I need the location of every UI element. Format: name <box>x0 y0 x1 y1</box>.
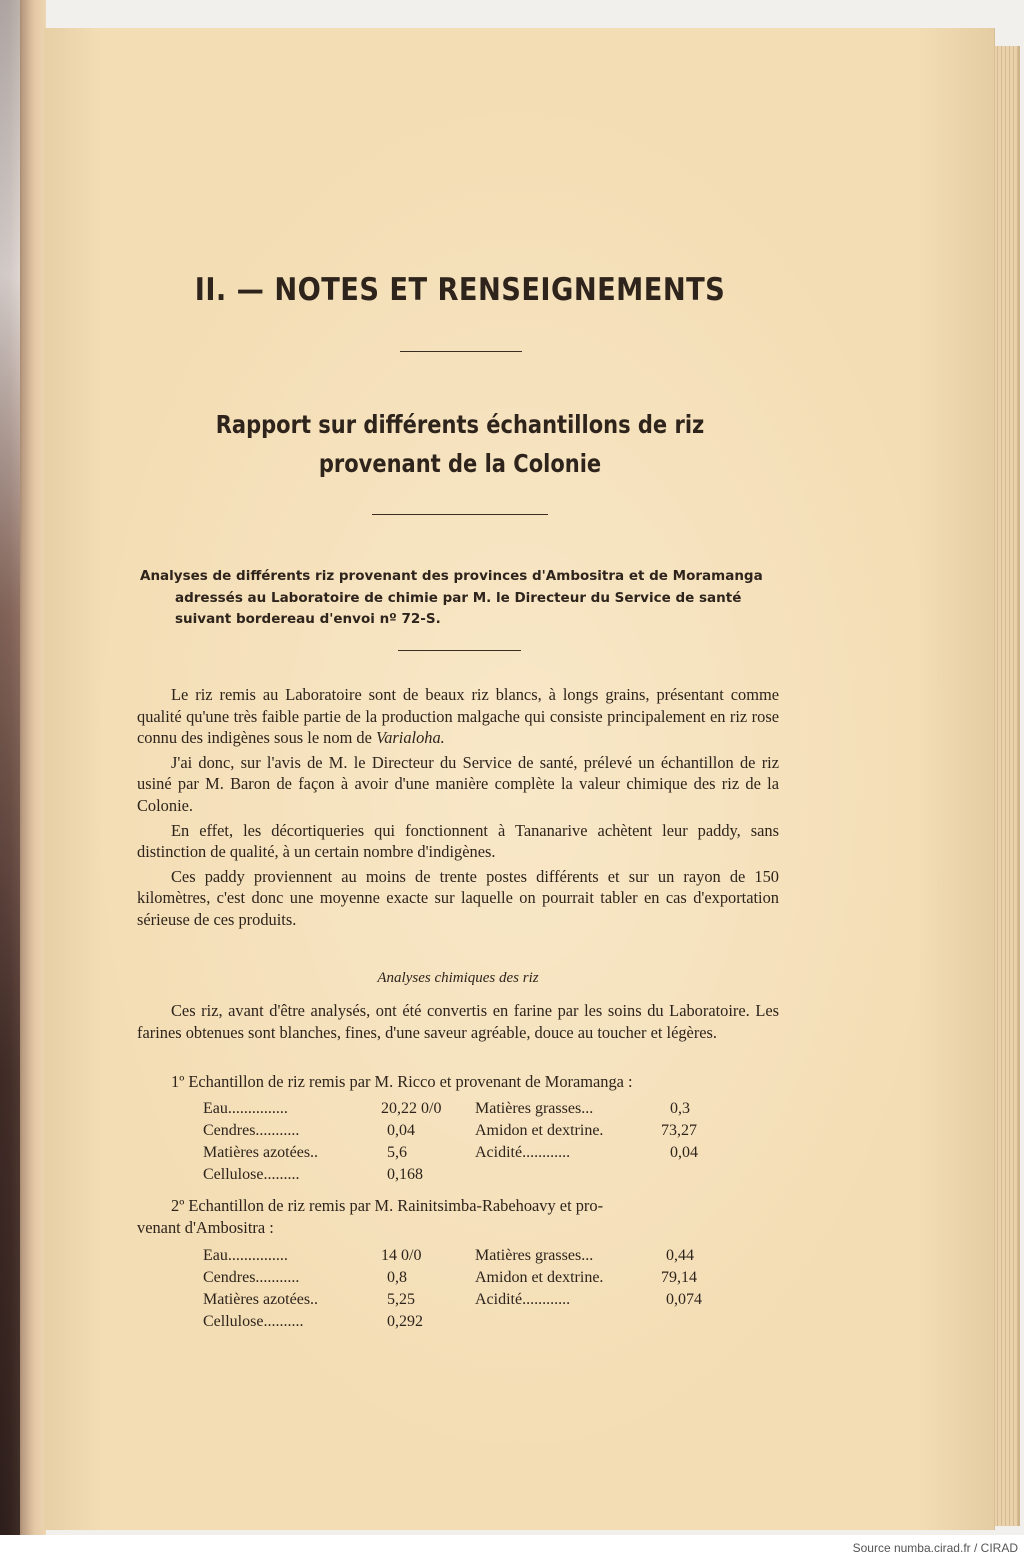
sample-1-label: Matières grasses... <box>475 1100 594 1117</box>
paragraph: Ces paddy proviennent au moins de trente postes différents et sur un rayon de 150 kilomètres, c'est donc une moyenne exacte sur laquelle on pourrait tabler en cas d'exportation sérieuse de ces produits. <box>137 866 779 929</box>
sample-1-value: 20,22 0/0 <box>381 1100 442 1117</box>
sample-1-value: 0,04 <box>387 1122 415 1139</box>
sample-2-label: Matières grasses... <box>475 1247 594 1264</box>
flour-paragraph-block <box>137 1000 779 1046</box>
sample-2-intro-line-2: venant d'Ambositra : <box>137 1217 274 1237</box>
report-title-line-1: Rapport sur différents échantillons de riz <box>215 410 705 439</box>
sample-2-label: Matières azotées.. <box>203 1291 319 1308</box>
analysis-intro <box>140 566 785 631</box>
sample-1-label: Eau............... <box>203 1100 288 1117</box>
sample-2-intro-line-1: 2º Echantillon de riz remis par M. Rainitsimba-Rabehoavy et pro- <box>171 1196 604 1215</box>
sample-2-label: Cendres........... <box>203 1269 300 1286</box>
rice-variety-name: Varialoha. <box>376 728 445 748</box>
source-credit: Source numba.cirad.fr / CIRAD <box>852 1541 1018 1555</box>
report-title-line-2: provenant de la Colonie <box>318 449 602 478</box>
divider-rule <box>372 514 548 515</box>
sample-2-intro <box>137 1195 779 1238</box>
sample-1-value: 0,168 <box>387 1166 423 1183</box>
sample-1-label: Matières azotées.. <box>203 1144 319 1161</box>
sample-2-value: 0,8 <box>387 1269 407 1286</box>
intro-line: Analyses de différents riz provenant des provinces d'Ambositra et de Moramanga <box>140 568 763 584</box>
binding-edge <box>0 0 20 1535</box>
sample-1-value: 5,6 <box>387 1144 407 1161</box>
sample-2-value: 0,074 <box>666 1291 702 1308</box>
sample-1-intro: 1º Echantillon de riz remis par M. Ricco et provenant de Moramanga : <box>171 1072 633 1091</box>
sample-1-value: 0,04 <box>670 1144 698 1161</box>
sample-2-value: 0,44 <box>666 1247 694 1264</box>
analysis-subheading: Analyses chimiques des riz <box>377 970 539 986</box>
sample-1-label: Acidité............ <box>475 1144 571 1161</box>
sample-1-label: Cendres........... <box>203 1122 300 1139</box>
sample-1-value: 73,27 <box>661 1122 697 1139</box>
sample-2-value: 79,14 <box>661 1269 697 1286</box>
divider-rule <box>398 650 521 651</box>
paragraph: En effet, les décortiqueries qui fonctionnent à Tananarive achètent leur paddy, sans distinction de qualité, à un certain nombre d'indigènes. <box>137 820 779 862</box>
paragraph: Ces riz, avant d'être analysés, ont été convertis en farine par les soins du Laboratoire. Les farines obtenues sont blanches, fines, d'une saveur agréable, douce au toucher et légères. <box>137 1001 779 1042</box>
paragraph <box>137 684 779 749</box>
sample-2-label: Eau............... <box>203 1247 288 1264</box>
sample-1-label: Cellulose......... <box>203 1166 300 1183</box>
intro-line: adressés au Laboratoire de chimie par M. le Directeur du Service de santé <box>175 589 742 606</box>
paragraph: J'ai donc, sur l'avis de M. le Directeur du Service de santé, prélevé un échantillon de riz usiné par M. Baron de façon à avoir d'une manière complète la valeur chimique des riz de la Colonie. <box>137 752 779 815</box>
paragraph-text: Le riz remis au Laboratoire sont de beaux riz blancs, à longs grains, présentant comme qualité qu'une très faible partie de la production malgache qui consiste principalement en riz rose connu des indigènes sous le nom de <box>137 685 779 748</box>
report-title <box>200 405 721 483</box>
sample-2-label: Cellulose.......... <box>203 1313 304 1330</box>
divider-rule <box>400 351 522 352</box>
sample-2-value: 5,25 <box>387 1291 415 1308</box>
report-body <box>137 684 779 934</box>
sample-1-label: Amidon et dextrine. <box>475 1122 604 1139</box>
intro-line: suivant bordereau d'envoi nº 72-S. <box>175 611 441 627</box>
sample-2-value: 14 0/0 <box>381 1247 422 1264</box>
section-title: II. — NOTES ET RENSEIGNEMENTS <box>194 272 726 308</box>
sample-2-label: Acidité............ <box>475 1291 571 1308</box>
sample-2-label: Amidon et dextrine. <box>475 1269 604 1286</box>
sample-1-value: 0,3 <box>670 1100 690 1117</box>
sample-2-value: 0,292 <box>387 1313 423 1330</box>
